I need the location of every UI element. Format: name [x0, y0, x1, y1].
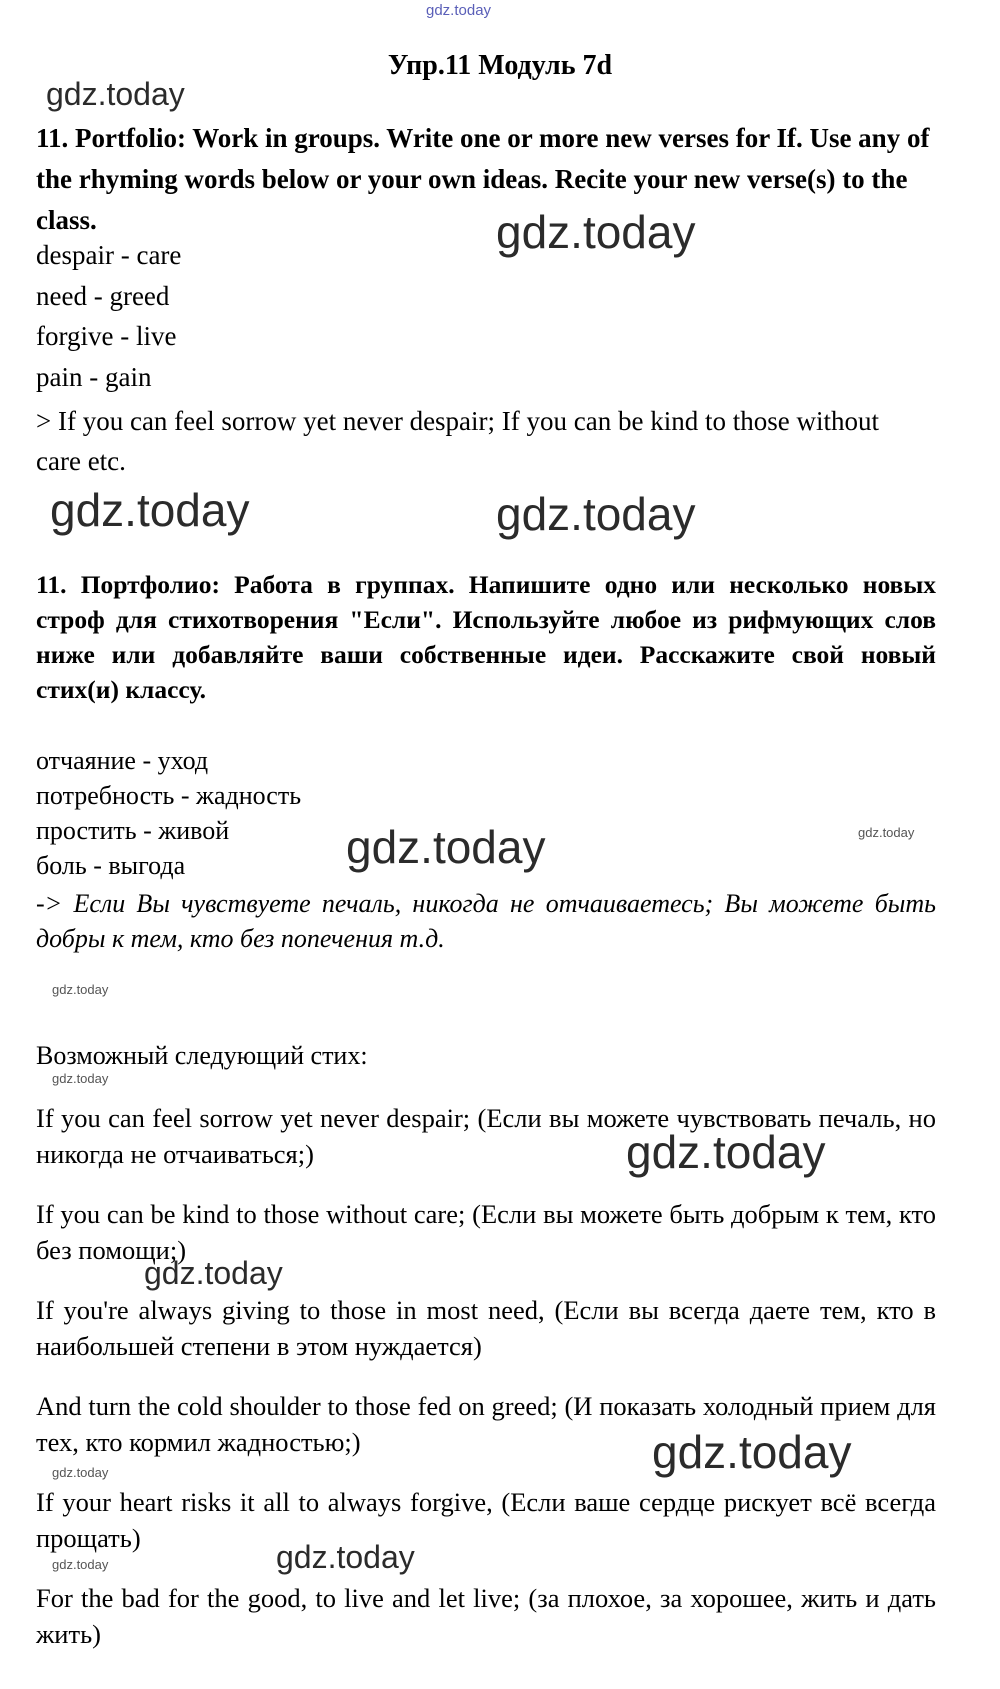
watermark: gdz.today [426, 2, 492, 19]
watermark: gdz.today [496, 488, 696, 540]
russian-rhyme-pair: боль - выгода [36, 851, 186, 880]
english-rhyme-pair: forgive - live [36, 321, 177, 351]
answer-heading: Возможный следующий стих: [36, 1041, 368, 1070]
russian-task: 11. Портфолио: Работа в группах. Напишите одно или несколько новых строф для стихотворения "Если". Используйте любое из рифмующих слов ниже или добавляйте ваши собственные идеи. Расскажите свой новый стих(и) классу. [36, 570, 936, 704]
page-title: Упр.11 Модуль 7d [387, 50, 613, 81]
watermark: gdz.today [346, 821, 546, 873]
answer-line: If you're always giving to those in most need, (Если вы всегда даете тем, кто в наибольшей степени в этом нуждается) [36, 1295, 936, 1361]
russian-rhyme-pair: простить - живой [36, 816, 230, 845]
russian-rhyme-pair: потребность - жадность [36, 781, 302, 810]
english-task: 11. Portfolio: Work in groups. Write one or more new verses for If. Use any of the rhyming words below or your own ideas. Recite your new verse(s) to the class. [36, 123, 930, 235]
watermark: gdz.today [52, 982, 109, 997]
watermark: gdz.today [276, 1539, 415, 1575]
answer-line: If your heart risks it all to always forgive, (Если ваше сердце рискует всё всегда прощать) [36, 1487, 936, 1553]
watermark: gdz.today [50, 484, 250, 536]
watermark: gdz.today [46, 76, 185, 112]
watermark: gdz.today [144, 1255, 283, 1291]
russian-example: -> Если Вы чувствуете печаль, никогда не отчаиваетесь; Вы можете быть добры к тем, кто без попечения т.д. [36, 889, 936, 953]
watermark: gdz.today [858, 825, 915, 840]
answer-line: And turn the cold shoulder to those fed on greed; (И показать холодный прием для тех, кто кормил жадностью;) [36, 1391, 936, 1457]
watermark: gdz.today [496, 206, 696, 258]
answer-line: If you can feel sorrow yet never despair; (Если вы можете чувствовать печаль, но никогда не отчаиваться;) [36, 1103, 936, 1169]
watermark: gdz.today [52, 1557, 109, 1572]
watermark: gdz.today [52, 1465, 109, 1480]
answer-line: If you can be kind to those without care; (Если вы можете быть добрым к тем, кто без помощи;) [36, 1199, 936, 1265]
watermark: gdz.today [652, 1426, 852, 1478]
english-rhyme-pair: despair - care [36, 240, 182, 270]
english-rhyme-pair: need - greed [36, 281, 170, 311]
english-example: > If you can feel sorrow yet never despair; If you can be kind to those without care etc. [36, 406, 879, 476]
watermark: gdz.today [626, 1126, 826, 1178]
watermark: gdz.today [52, 1071, 109, 1086]
answer-line: For the bad for the good, to live and let live; (за плохое, за хорошее, жить и дать жить) [36, 1583, 936, 1649]
russian-rhyme-pair: отчаяние - уход [36, 746, 209, 775]
english-rhyme-pair: pain - gain [36, 362, 152, 392]
